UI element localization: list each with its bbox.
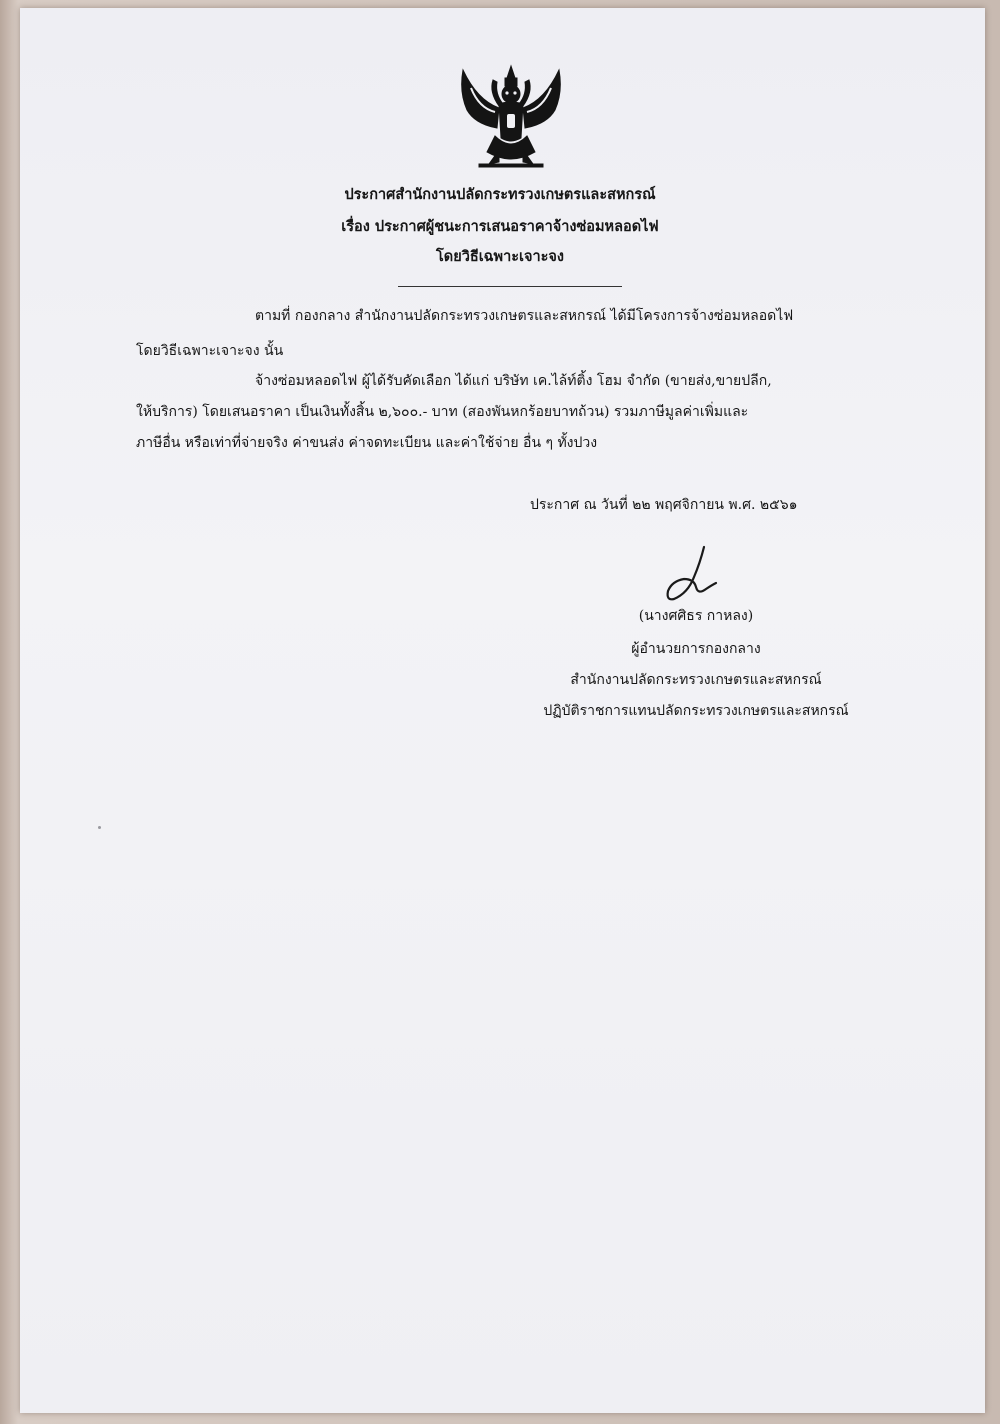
heading-subject: เรื่อง ประกาศผู้ชนะการเสนอราคาจ้างซ่อมหลอดไฟ [341, 218, 659, 235]
paper-speck [98, 826, 101, 829]
paragraph-2-line-2: ให้บริการ) โดยเสนอราคา เป็นเงินทั้งสิ้น ๒,๖๐๐.- บาท (สองพันหกร้อยบาทถ้วน) รวมภาษีมูลค่าเพิ่มและ [136, 404, 749, 420]
paragraph-1-line-2: โดยวิธีเฉพาะเจาะจง นั้น [136, 343, 284, 359]
signatory-name: (นางศศิธร กาหลง) [638, 608, 754, 624]
heading-agency: ประกาศสำนักงานปลัดกระทรวงเกษตรและสหกรณ์ [344, 186, 656, 203]
heading-method: โดยวิธีเฉพาะเจาะจง [436, 248, 564, 265]
handwritten-signature-icon [660, 543, 720, 605]
signatory-position: ผู้อำนวยการกองกลาง [631, 641, 761, 657]
paragraph-1-line-1: ตามที่ กองกลาง สำนักงานปลัดกระทรวงเกษตรและสหกรณ์ ได้มีโครงการจ้างซ่อมหลอดไฟ [255, 308, 794, 324]
paragraph-2-line-3: ภาษีอื่น หรือเท่าที่จ่ายจริง ค่าขนส่ง ค่าจดทะเบียน และค่าใช้จ่าย อื่น ๆ ทั้งปวง [136, 435, 598, 451]
heading-divider [398, 286, 622, 287]
signatory-acting: ปฏิบัติราชการแทนปลัดกระทรวงเกษตรและสหกรณ์ [543, 703, 849, 719]
paragraph-2-line-1: จ้างซ่อมหลอดไฟ ผู้ได้รับคัดเลือก ได้แก่ บริษัท เค.ไล้ท์ติ้ง โฮม จำกัด (ขายส่ง,ขายปลีก, [255, 373, 772, 389]
signatory-office: สำนักงานปลัดกระทรวงเกษตรและสหกรณ์ [570, 672, 822, 688]
announcement-date: ประกาศ ณ วันที่ ๒๒ พฤศจิกายน พ.ศ. ๒๕๖๑ [530, 497, 798, 513]
garuda-emblem-icon [449, 52, 573, 176]
